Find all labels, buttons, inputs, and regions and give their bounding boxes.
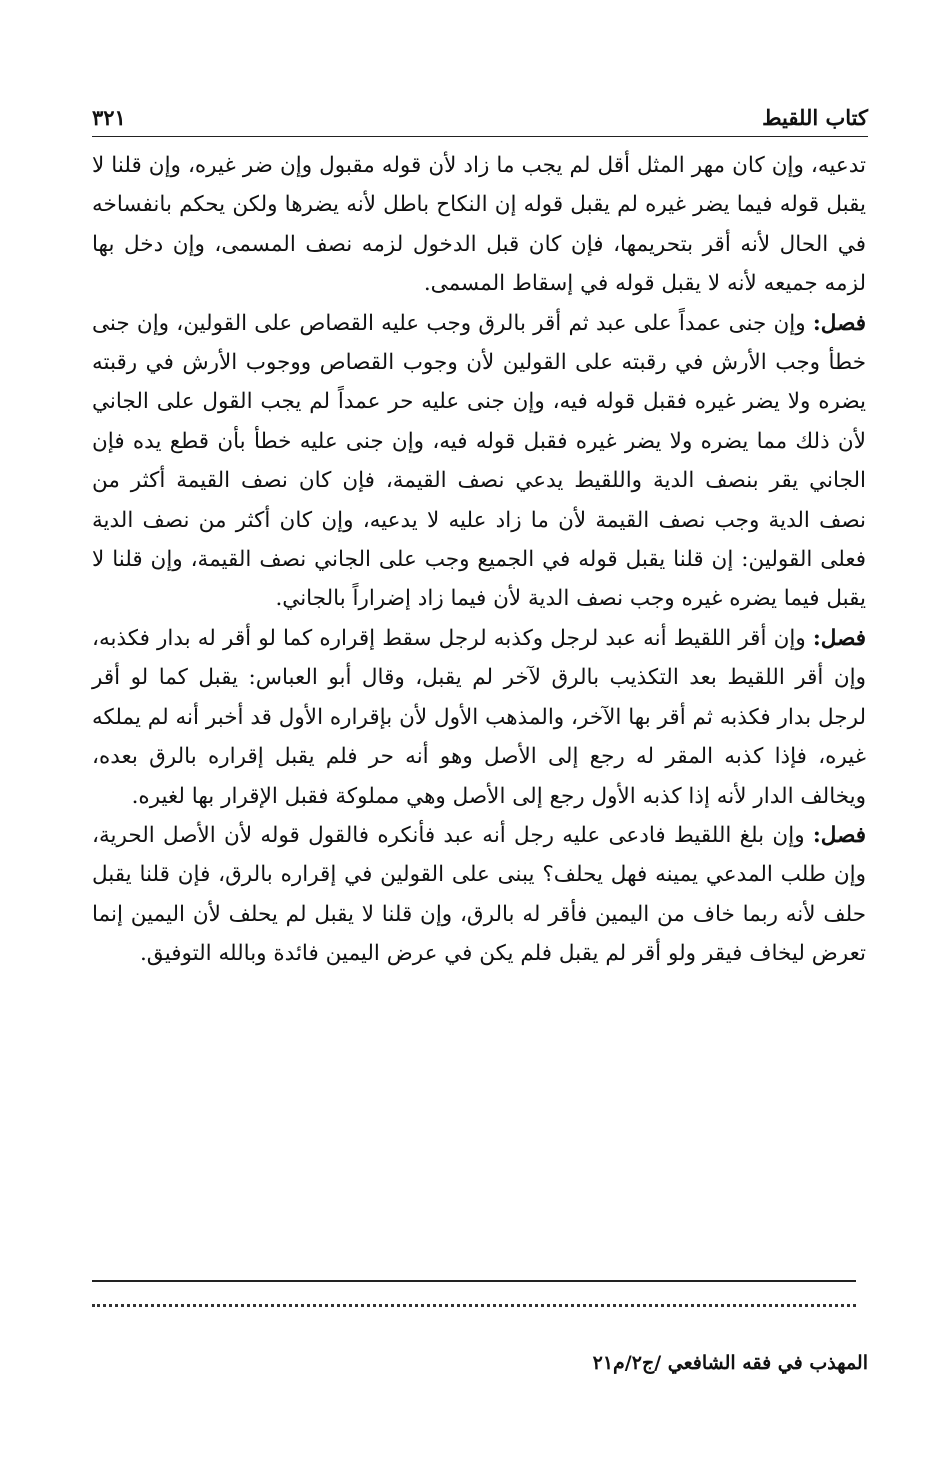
footnote-rule xyxy=(92,1280,856,1282)
section-lead: فصل: xyxy=(812,822,866,848)
paragraph xyxy=(92,146,866,304)
paragraph-text: وإن أقر اللقيط أنه عبد لرجل وكذبه لرجل سقط إقراره كما لو أقر له بدار فكذبه، وإن أقر اللقيط بعد التكذيب بالرق لآخر لم يقبل، وقال أبو العباس: يقبل كما لو أقر لرجل بدار فكذبه ثم أقر بها الآخر، والمذهب الأول لأن بإقراره الأول قد أخبر أنه لم يملكه غيره، فإذا كذبه المقر له رجع إلى الأصل وهو أنه حر فلم يقبل إقراره بالرق بعده، ويخالف الدار لأنه إذا كذبه الأول رجع إلى الأصل وهي مملوكة فقبل الإقرار بها لغيره. xyxy=(92,625,866,809)
paragraph xyxy=(92,816,866,974)
section-lead: فصل: xyxy=(812,310,866,336)
section-lead: فصل: xyxy=(812,625,866,651)
paragraph xyxy=(92,619,866,816)
dotted-separator xyxy=(92,1304,856,1307)
paragraph xyxy=(92,304,866,619)
paragraph-text: تدعيه، وإن كان مهر المثل أقل لم يجب ما زاد لأن قوله مقبول وإن ضر غيره، وإن قلنا لا يقبل قوله فيما يضر غيره لم يقبل قوله إن النكاح باطل لأنه يضرها ولكن يحكم بانفساخه في الحال لأنه أقر بتحريمها، فإن كان قبل الدخول لزمه نصف المسمى، وإن دخل بها لزمه جميعه لأنه لا يقبل قوله في إسقاط المسمى. xyxy=(92,153,866,297)
page-number: ٣٢١ xyxy=(92,105,126,130)
paragraph-text: وإن جنى عمداً على عبد ثم أقر بالرق وجب عليه القصاص على القولين، وإن جنى خطأ وجب الأرش في رقبته على القولين لأن وجوب القصاص ووجوب الأرش في رقبته يضره ولا يضر غيره فقبل قوله فيه، وإن جنى عليه حر عمداً لم يجب القول على الجاني لأن ذلك مما يضره ولا يضر غيره فقبل قوله فيه، وإن جنى عليه خطأ بأن قطع يده فإن الجاني يقر بنصف الدية واللقيط يدعي نصف القيمة، فإن كان نصف القيمة أكثر من نصف الدية وجب نصف القيمة لأن ما زاد عليه لا يدعيه، وإن كان أكثر من نصف الدية فعلى القولين: إن قلنا يقبل قوله في الجميع وجب على الجاني نصف القيمة، وإن قلنا لا يقبل فيما يضره غيره وجب نصف الدية لأن فيما زاد إضراراً بالجاني. xyxy=(92,310,866,612)
body-text xyxy=(92,146,866,974)
paragraph-text: وإن بلغ اللقيط فادعى عليه رجل أنه عبد فأنكره فالقول قوله لأن الأصل الحرية، وإن طلب المدعي يمينه فهل يحلف؟ يبنى على القولين في إقراره بالرق، فإن قلنا يقبل حلف لأنه ربما خاف من اليمين فأقر له بالرق، وإن قلنا لا يقبل لم يحلف لأن اليمين إنما تعرض ليخاف فيقر ولو أقر لم يقبل فلم يكن في عرض اليمين فائدة وبالله التوفيق. xyxy=(92,822,866,967)
footer-signature: المهذب في فقه الشافعي /ج٢/م٢١ xyxy=(592,1352,868,1374)
header-rule xyxy=(92,136,868,137)
running-title: كتاب اللقيط xyxy=(762,105,868,130)
page-header xyxy=(92,94,868,130)
